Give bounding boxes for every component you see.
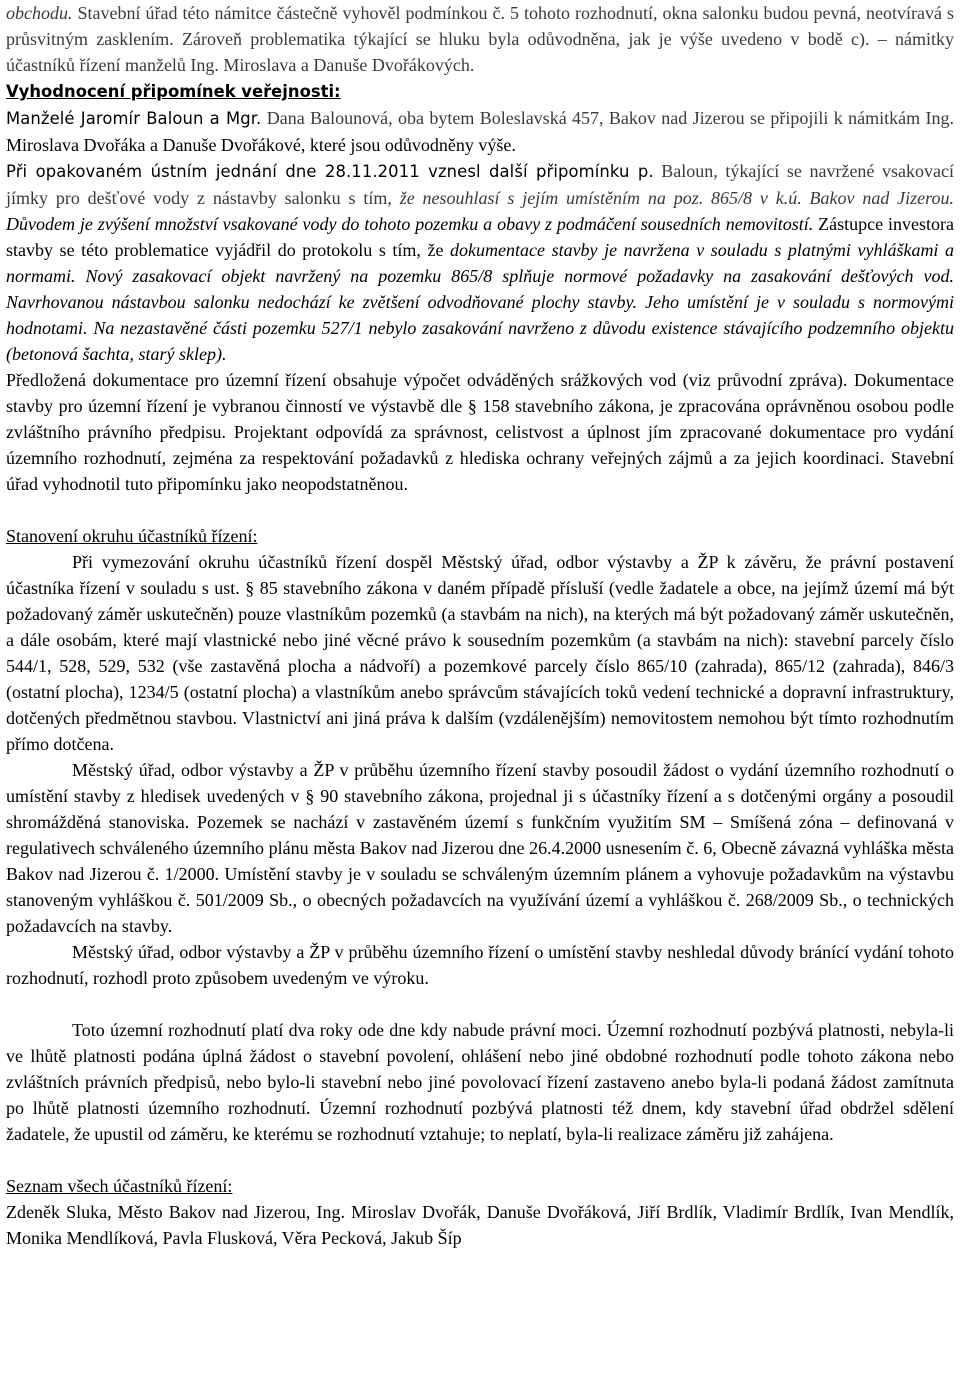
participants-scope-heading-line: [6, 523, 954, 549]
public-review-sentence-4: Při opakovaném ústním jednání dne 28.11.: [6, 162, 378, 181]
participants-list-names: Zdeněk Sluka, Město Bakov nad Jizerou, Ing. Miroslav Dvořák, Danuše Dvořáková, Jiří Brdlík, Vladimír Brdlík, Ivan Mendlík, Monika Mendlíková, Pavla Flusková, Věra Pecková, Jakub Šíp: [6, 1202, 954, 1248]
public-review-sentence-3: Miroslava Dvořáka a Danuše Dvořákové, které jsou odůvodněny výše.: [6, 135, 516, 155]
public-review-quote-1: že nesouhlasí s jejím umístěním na poz. 865/8 v k.ú. Bakov nad Jizerou.: [399, 188, 954, 208]
participants-scope-paragraph-3: Městský úřad, odbor výstavby a ŽP v průběhu územního řízení o umístění stavby neshledal důvody bránící vydání tohoto rozhodnutí, rozhodl proto způsobem uvedeným ve výroku.: [6, 942, 954, 988]
public-review-sentence-1: Manželé Jaromír Baloun a Mgr.: [6, 109, 262, 128]
public-review-sentence-6: Baloun, týkající se navržené vsakovací jímky pro dešťové vody z nástavby salonku s tím,: [6, 161, 954, 208]
intro-italic-word: obchodu.: [6, 3, 73, 23]
spacer: [6, 1147, 954, 1173]
participants-list-heading-line: [6, 1173, 954, 1199]
participants-scope-heading: Stanovení okruhu účastníků řízení:: [6, 526, 258, 546]
public-review-section: [6, 78, 954, 367]
spacer: [6, 497, 954, 523]
public-review-heading: Vyhodnocení připomínek veřejnosti:: [6, 82, 341, 101]
public-review-sentence-10: Zástupce investora stavby se této problematice vyjádřil do protokolu s tím, že: [6, 214, 954, 260]
participants-list-heading: Seznam všech účastníků řízení:: [6, 1176, 233, 1196]
spacer: [6, 991, 954, 1017]
intro-text: Stavební úřad této námitce částečně vyhověl podmínkou č. 5 tohoto rozhodnutí, okna salonku budou pevná, neotvíravá s průsvitným zasklením. Zároveň problematika týkající se hluku byla odůvodněna, jak je výše uvedeno v bodě c). – námitky účastníků řízení manželů Ing. Miroslava a Danuše Dvořákových.: [6, 3, 954, 75]
validity-paragraph: Toto územní rozhodnutí platí dva roky ode dne kdy nabude právní moci. Územní rozhodnutí pozbývá platnosti, nebyla-li ve lhůtě platnosti podána úplná žádost o stavební povolení, ohlášení nebo jiné obdobné rozhodnutí podle tohoto zákona nebo zvláštních právních předpisů, nebo bylo-li stavební nebo jiné povolovací řízení zastaveno anebo byla-li podaná žádost zamítnuta po lhůtě platnosti územního rozhodnutí. Územní rozhodnutí pozbývá platnosti též dnem, kdy stavební úřad obdržel sdělení žadatele, že upustil od záměru, ke kterému se rozhodnutí vztahuje; to neplatí, byla-li realizace záměru již zahájena.: [6, 1020, 954, 1144]
intro-paragraph: [6, 0, 954, 78]
participants-scope-paragraph-2: Městský úřad, odbor výstavby a ŽP v průběhu územního řízení stavby posoudil žádost o vydání územního rozhodnutí o umístění stavby z hledisek uvedených v § 90 stavebního zákona, projednal ji s účastníky řízení a s dotčenými orgány a posoudil shromážděná stanoviska. Pozemek se nachází v zastavěném území s funkčním využitím SM – Smíšená zóna – definovaná v regulativech schváleného územního plánu města Bakov nad Jizerou dne 26.4.2000 usnesením č. 6, Obecně závazná vyhláška města Bakov nad Jizerou č. 1/2000. Umístění stavby je v souladu se schváleným územním plánem a vyhovuje požadavkům na výstavbu stanoveným vyhláškou č. 501/2009 Sb., o obecných požadavcích na využívání území a vyhláškou č. 268/2009 Sb., o technických požadavcích na stavby.: [6, 760, 954, 936]
public-review-sentence-5: 2011 vznesl další připomínku p.: [377, 162, 654, 181]
public-review-evaluation: Předložená dokumentace pro územní řízení obsahuje výpočet odváděných srážkových vod (viz průvodní zpráva). Dokumentace stavby pro územní řízení je vybranou činností ve výstavbě dle § 158 stavebního zákona, je zpracována oprávněnou osobou podle zvláštního právního předpisu. Projektant odpovídá za správnost, celistvost a úplnost jím zpracované dokumentace pro vydání územního rozhodnutí, zejména za respektování požadavků z hlediska ochrany veřejných zájmů a za jejich koordinaci. Stavební úřad vyhodnotil tuto připomínku jako neopodstatněnou.: [6, 370, 954, 494]
public-review-sentence-2: Dana Balounová, oba bytem Boleslavská 457, Bakov nad Jizerou se připojili k námitkám Ing.: [261, 108, 954, 128]
public-review-quote-3: dokumentace stavby je navržena v souladu s platnými vyhláškami a normami. Nový zasakovací objekt navržený na pozemku 865/8 splňuje normové požadavky na zasakování dešťových vod. Navrhovanou nástavbou salonku nedochází ke zvětšení odvodňované plochy stavby. Jeho umístění je v souladu s normovými hodnotami. Na nezastavěné části pozemku 527/1 nebylo zasakování navrženo z důvodu existence stávajícího podzemního objektu (betonová šachta, starý sklep).: [6, 240, 955, 364]
participants-scope-paragraph-1: Při vymezování okruhu účastníků řízení dospěl Městský úřad, odbor výstavby a ŽP k závěru, že právní postavení účastníka řízení v souladu s ust. § 85 stavebního zákona v daném případě přísluší (vedle žadatele a obce, na jejímž území má být požadovaný záměr uskutečněn) pouze vlastníkům pozemků (a stavbám na nich), na kterých má být požadovaný záměr uskutečněn, a dále osobám, které mají vlastnické nebo jiné věcné právo k sousedním pozemkům (a stavbám na nich): stavební parcely číslo 544/1, 528, 529, 532 (vše zastavěná plocha a nádvoří) a pozemkové parcely číslo 865/10 (zahrada), 865/12 (zahrada), 846/3 (ostatní plocha), 1234/5 (ostatní plocha) a vlastníkům anebo správcům stávajících toků vedení technické a dopravní infrastruktury, dotčených předmětnou stavbou. Vlastnictví ani jiná práva k dalším (vzdálenějším) nemovitostem nemohou být tímto rozhodnutím přímo dotčena.: [6, 552, 954, 754]
public-review-quote-2: Důvodem je zvýšení množství vsakované vody do tohoto pozemku a obavy z podmáčení sousedních nemovitostí.: [6, 214, 814, 234]
